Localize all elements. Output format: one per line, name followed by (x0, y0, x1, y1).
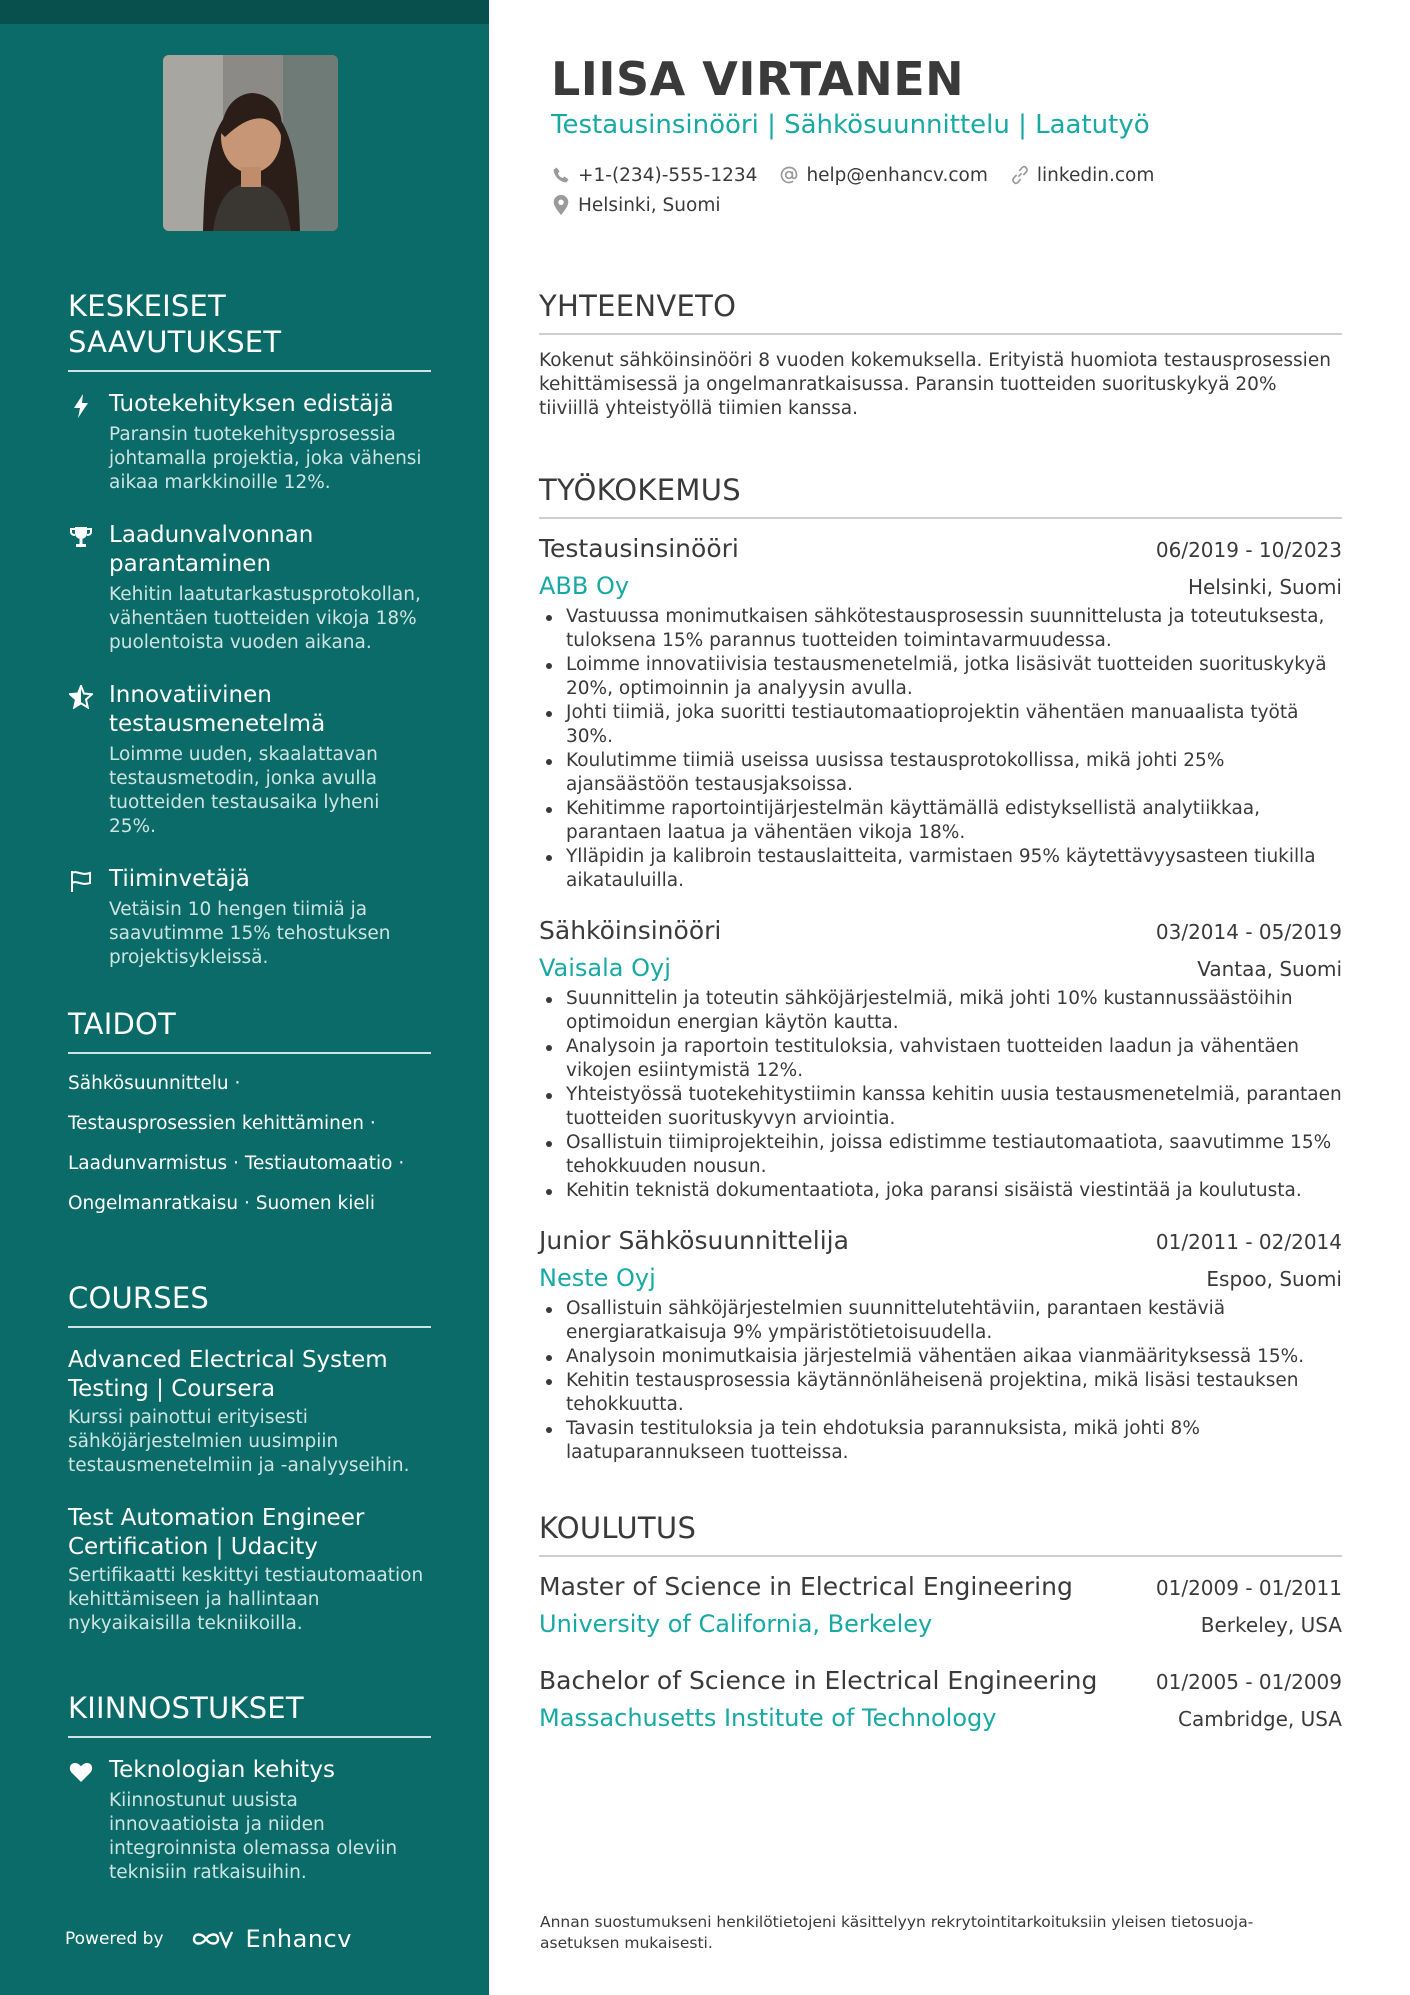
job-bullet: Kehitimme raportointijärjestelmän käyttämällä edistyksellistä analytiikkaa, parantaen laatua ja vähentäen vikoja 18%. (539, 797, 1342, 845)
job-bullets (539, 605, 1342, 893)
skill-tag: Laadunvarmistus (68, 1153, 228, 1174)
skills-list: Sähkösuunnittelu · Testausprosessien kehittäminen · Laadunvarmistus · Testiautomaatio · Ongelmanratkaisu · Suomen kieli (68, 1073, 405, 1214)
job-bullet: Vastuussa monimutkaisen sähkötestausprosessin suunnittelusta ja toteutuksesta, tuloksena 15% parannus tuotteiden toimintavarmuudessa. (539, 605, 1342, 653)
skill-tag: Suomen kieli (255, 1193, 376, 1214)
profile-photo (163, 55, 338, 231)
phone-text: +1-(234)-555-1234 (578, 164, 758, 186)
contact-info (551, 160, 1331, 220)
education-section (539, 1510, 1342, 1733)
powered-by (65, 1925, 352, 1953)
job-bullet: Kehitin testausprosessia käytännönläheisenä projektina, mikä lisäsi testauksen tehokkuutta. (539, 1369, 1342, 1417)
contact-linkedin[interactable] (1010, 165, 1154, 186)
job-location: Vantaa, Suomi (1197, 957, 1342, 981)
school-name: Massachusetts Institute of Technology (539, 1704, 997, 1732)
skill-tag: Ongelmanratkaisu (68, 1193, 239, 1214)
company-name: ABB Oy (539, 572, 630, 600)
job-entry (539, 915, 1342, 1203)
skills-section (68, 1006, 431, 1232)
school-name: University of California, Berkeley (539, 1610, 933, 1638)
job-entry (539, 533, 1342, 893)
powered-by-label: Powered by (65, 1929, 164, 1949)
skill-tag: Testiautomaatio (244, 1153, 393, 1174)
enhancv-brand: Enhancv (245, 1925, 352, 1953)
job-bullets (539, 1297, 1342, 1465)
job-bullet: Ylläpidin ja kalibroin testauslaitteita, varmistaen 95% käytettävyysasteen tiukilla aikatauluilla. (539, 845, 1342, 893)
job-bullet: Kehitin teknistä dokumentaatiota, joka paransi sisäistä viestintää ja koulutusta. (539, 1179, 1342, 1203)
job-bullet: Tavasin testituloksia ja tein ehdotuksia parannuksista, mikä johti 8% laatuparannukseen tuotteissa. (539, 1417, 1342, 1465)
job-location: Helsinki, Suomi (1187, 575, 1342, 599)
summary-title: YHTEENVETO (539, 288, 1342, 335)
job-bullet: Osallistuin sähköjärjestelmien suunnittelutehtäviin, parantaen kestäviä energiaratkaisuja 9% ympäristötietoisuudella. (539, 1297, 1342, 1345)
contact-email[interactable] (779, 165, 987, 186)
course-desc: Kurssi painottui erityisesti sähköjärjestelmien uusimpiin testausmenetelmiin ja -analyyseihin. (68, 1407, 410, 1476)
at-icon (779, 165, 799, 185)
education-entry (539, 1665, 1342, 1733)
achievement-title: Tuotekehityksen edistäjä (109, 391, 394, 417)
summary-text: Kokenut sähköinsinööri 8 vuoden kokemuksella. Erityistä huomiota testausprosessien kehittämisessä ja ongelmanratkaisussa. Paransin tuotteiden suorituskykyä 20% tiiviillä yhteistyöllä tiimien kanssa. (539, 350, 1331, 419)
contact-phone[interactable] (551, 165, 757, 186)
education-entry (539, 1571, 1342, 1639)
achievement-title: Tiiminvetäjä (109, 866, 250, 892)
gdpr-consent-note: Annan suostumukseni henkilötietojeni käsittelyyn rekrytointitarkoituksiin yleisen tietosuoja-asetuksen mukaisesti. (540, 1913, 1254, 1952)
job-bullet: Suunnittelin ja toteutin sähköjärjestelmiä, mikä johti 10% kustannussäästöihin optimoidun energian käytön kautta. (539, 987, 1342, 1035)
courses-title: COURSES (68, 1280, 431, 1328)
job-title: Testausinsinööri (539, 534, 739, 563)
course-title: Test Automation Engineer Certification | Udacity (68, 1505, 365, 1560)
company-name: Vaisala Oyj (539, 954, 671, 982)
education-dates: 01/2005 - 01/2009 (1155, 1670, 1342, 1694)
star-icon (68, 684, 94, 710)
interests-title: KIINNOSTUKSET (68, 1690, 431, 1738)
sidebar-top-bar (0, 0, 489, 24)
lightning-icon (68, 393, 94, 419)
candidate-name: LIISA VIRTANEN (551, 52, 965, 106)
job-location: Espoo, Suomi (1206, 1267, 1342, 1291)
job-dates: 01/2011 - 02/2014 (1155, 1230, 1342, 1254)
interests-section (68, 1690, 431, 1885)
course-item (68, 1504, 431, 1636)
interest-title: Teknologian kehitys (109, 1757, 335, 1783)
achievement-desc: Loimme uuden, skaalattavan testausmetodin, jonka avulla tuotteiden testausaika lyheni 25%. (109, 744, 380, 837)
summary-section (539, 288, 1342, 421)
candidate-headline: Testausinsinööri | Sähkösuunnittelu | Laatutyö (551, 110, 1150, 140)
achievement-desc: Paransin tuotekehitysprosessia johtamalla projektia, joka vähensi aikaa markkinoille 12%. (109, 424, 422, 493)
achievement-title: Laadunvalvonnan parantaminen (109, 522, 314, 577)
job-bullet: Analysoin monimutkaisia järjestelmiä vähentäen aikaa vianmäärityksessä 15%. (539, 1345, 1342, 1369)
achievement-item (68, 865, 431, 970)
skill-tag: Sähkösuunnittelu (68, 1073, 229, 1094)
email-text: help@enhancv.com (806, 164, 988, 186)
location-pin-icon (551, 195, 571, 215)
job-entry (539, 1225, 1342, 1465)
job-bullets (539, 987, 1342, 1203)
skill-tag: Testausprosessien kehittäminen (68, 1113, 364, 1134)
achievement-desc: Kehitin laatutarkastusprotokollan, vähentäen tuotteiden vikoja 18% puolentoista vuoden aikana. (109, 584, 421, 653)
job-dates: 03/2014 - 05/2019 (1155, 920, 1342, 944)
education-title: KOULUTUS (539, 1510, 1342, 1557)
achievement-item (68, 390, 431, 495)
job-bullet: Johti tiimiä, joka suoritti testiautomaatioprojektin vähentäen manuaalista työtä 30%. (539, 701, 1342, 749)
phone-icon (551, 165, 571, 185)
achievements-section (68, 288, 431, 970)
job-bullet: Yhteistyössä tuotekehitystiimin kanssa kehitin uusia testausmenetelmiä, parantaen tuotteiden suorituskyvyn arviointia. (539, 1083, 1342, 1131)
link-icon (1010, 165, 1030, 185)
location-text: Helsinki, Suomi (578, 194, 721, 216)
education-dates: 01/2009 - 01/2011 (1155, 1576, 1342, 1600)
contact-location (551, 195, 721, 216)
enhancv-logo-icon (190, 1927, 236, 1951)
achievements-title: KESKEISET SAAVUTUKSET (68, 288, 431, 372)
linkedin-text: linkedin.com (1036, 164, 1155, 186)
school-location: Cambridge, USA (1178, 1707, 1342, 1731)
interest-desc: Kiinnostunut uusista innovaatioista ja niiden integroinnista olemassa oleviin teknisiin ratkaisuihin. (109, 1790, 398, 1883)
achievement-title: Innovatiivinen testausmenetelmä (109, 682, 326, 737)
course-item (68, 1346, 431, 1478)
experience-section (539, 472, 1342, 1465)
heart-icon (68, 1759, 94, 1785)
achievement-item (68, 521, 431, 655)
job-title: Junior Sähkösuunnittelija (539, 1226, 849, 1255)
flag-icon (68, 868, 94, 894)
enhancv-logo[interactable] (190, 1925, 352, 1953)
job-bullet: Analysoin ja raportoin testituloksia, vahvistaen tuotteiden laadun ja vähentäen vikojen esiintymistä 12%. (539, 1035, 1342, 1083)
courses-section (68, 1280, 431, 1636)
sidebar (0, 0, 489, 1995)
job-bullet: Koulutimme tiimiä useissa uusissa testausprotokollissa, mikä johti 25% ajansäästöön testausjaksoissa. (539, 749, 1342, 797)
degree-title: Bachelor of Science in Electrical Engineering (539, 1666, 1098, 1695)
course-desc: Sertifikaatti keskittyi testiautomaation kehittämiseen ja hallintaan nykyaikaisilla tekniikoilla. (68, 1565, 424, 1634)
achievement-desc: Vetäisin 10 hengen tiimiä ja saavutimme 15% tehostuksen projektisykleissä. (109, 899, 391, 968)
interest-item (68, 1756, 431, 1885)
skills-title: TAIDOT (68, 1006, 431, 1054)
experience-title: TYÖKOKEMUS (539, 472, 1342, 519)
school-location: Berkeley, USA (1200, 1613, 1342, 1637)
job-title: Sähköinsinööri (539, 916, 722, 945)
degree-title: Master of Science in Electrical Engineering (539, 1572, 1073, 1601)
job-dates: 06/2019 - 10/2023 (1155, 538, 1342, 562)
trophy-icon (68, 524, 94, 550)
course-title: Advanced Electrical System Testing | Coursera (68, 1347, 388, 1402)
achievement-item (68, 681, 431, 839)
company-name: Neste Oyj (539, 1264, 656, 1292)
job-bullet: Loimme innovatiivisia testausmenetelmiä, jotka lisäsivät tuotteiden suorituskykyä 20%, optimoinnin ja analyysin avulla. (539, 653, 1342, 701)
job-bullet: Osallistuin tiimiprojekteihin, joissa edistimme testiautomaatiota, saavutimme 15% tehokkuuden nousun. (539, 1131, 1342, 1179)
